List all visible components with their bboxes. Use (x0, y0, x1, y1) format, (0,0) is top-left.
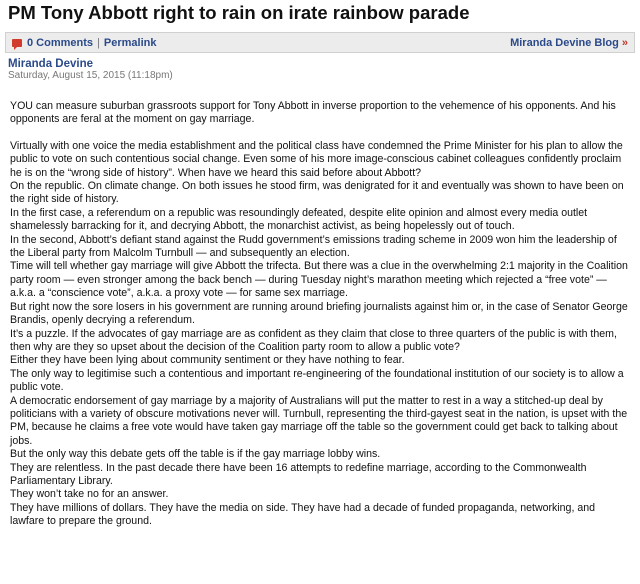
paragraph: They are relentless. In the past decade there have been 16 attempts to redefine marriage, according to the Commonwealth Parliamentary Library. (10, 461, 587, 487)
paragraph: YOU can measure suburban grassroots support for Tony Abbott in inverse proportion to the vehemence of his opponents. And his opponents are feral at the moment on gay marriage. (10, 100, 616, 126)
paragraph: Either they have been lying about community sentiment or they have nothing to fear. (10, 354, 405, 367)
article-body (10, 100, 632, 529)
permalink-link[interactable]: Permalink (103, 36, 157, 49)
comments-link[interactable]: 0 Comments (27, 36, 94, 49)
post-date: Saturday, August 15, 2015 (11:18pm) (8, 70, 173, 81)
paragraph: Time will tell whether gay marriage will give Abbott the trifecta. But there was a clue in the overwhelming 2:1 majority in the Coalition party room — even stronger among the back bench — during Tuesday night’s marathon meeting which rejected a “free vote” — a.k.a. a “conscience vote”, a.k.a. a proxy vote — for same sex marriage. (10, 260, 628, 300)
blog-link[interactable]: Miranda Devine Blog (510, 36, 619, 49)
paragraph: They have millions of dollars. They have the media on side. They have had a decade of funded propaganda, networking, and lawfare to prepare the ground. (10, 501, 596, 528)
article-title: PM Tony Abbott right to rain on irate rainbow parade (8, 2, 470, 23)
paragraph: It’s a puzzle. If the advocates of gay marriage are as confident as they claim that close to three quarters of the public is with them, then why are they so upset about the decision of the Coalition party room to allow a public vote? (10, 327, 617, 353)
toolbar-separator: | (97, 36, 100, 49)
paragraph: On the republic. On climate change. On both issues he stood firm, was denigrated for it and eventually was shown to have been on the right side of history. (10, 180, 624, 206)
chevron-right-icon: » (621, 36, 628, 49)
article-toolbar (5, 32, 635, 53)
paragraph: They won’t take no for an answer. (10, 488, 169, 501)
paragraph: But right now the sore losers in his government are running around briefing journalists against him or, in the case of Senator George Brandis, openly decrying a referendum. (10, 300, 628, 327)
paragraph: But the only way this debate gets off the table is if the gay marriage lobby wins. (10, 448, 381, 461)
paragraph: Virtually with one voice the media establishment and the political class have condemned the Prime Minister for his plan to allow the public to vote on such contentious social change. Even some of his more image-conscious cabinet colleagues confidently proclaim he is on the “wrong side of history”. When have we heard this said before about Abbott? (10, 139, 623, 179)
paragraph: The only way to legitimise such a contentious and important re-engineering of the foundational institution of our society is to allow a public vote. (10, 367, 624, 394)
comment-icon (12, 39, 22, 47)
paragraph: In the first case, a referendum on a republic was resoundingly defeated, despite elite opinion and almost every media outlet shamelessly barracking for it, and decrying Abbott, the monarchist activist, as being hopelessly out of touch. (10, 206, 588, 233)
paragraph: A democratic endorsement of gay marriage by a majority of Australians will put the matter to rest in a way a stitched-up deal by politicians with a variety of obscure motivations never will. Turnbull, representing the third-gayest seat in the nation, is upset with the PM, because he claims a free vote would have taken gay marriage off the table so the government could get back to talking about jobs. (10, 394, 628, 447)
author-name[interactable]: Miranda Devine (8, 58, 93, 70)
paragraph: In the second, Abbott’s defiant stand against the Rudd government’s emissions trading scheme in 2009 won him the leadership of the Liberal party from Malcolm Turnbull — and subsequently an election. (10, 233, 617, 260)
